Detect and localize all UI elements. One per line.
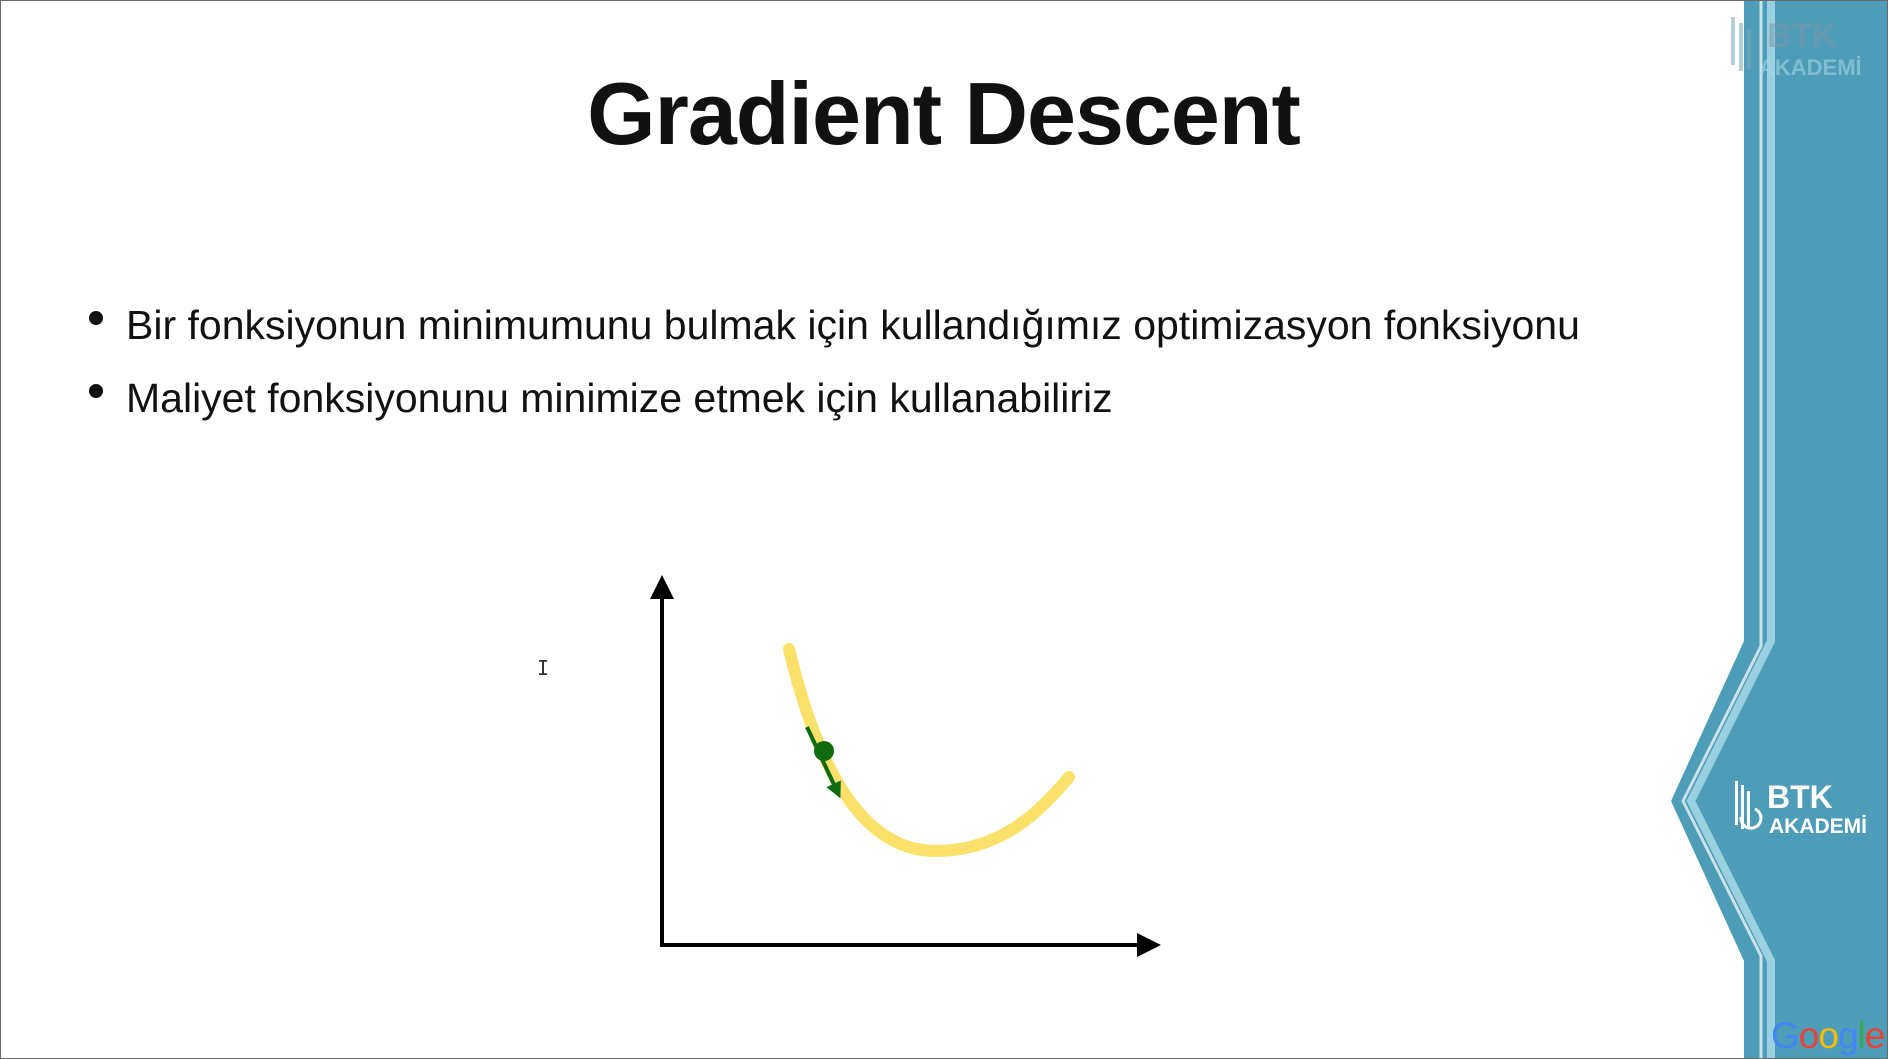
google-letter: g [1837,1015,1858,1056]
btk-logo-top-line1: BTK [1767,17,1837,55]
google-letter: e [1864,1015,1885,1056]
bullet-text: Bir fonksiyonun minimumunu bulmak için kullandığımız optimizasyon fonksiyonu [126,302,1580,348]
btk-logo-top-line2: AKADEMİ [1759,55,1862,80]
slide-title: Gradient Descent [587,64,1300,163]
google-letter: o [1798,1015,1819,1056]
text-cursor-icon: I [537,656,550,680]
google-letter: l [1857,1015,1865,1056]
btk-logo-mid-line1: BTK [1767,779,1833,815]
current-point [814,741,834,761]
gradient-descent-figure [1,1,1888,1059]
google-letter: o [1818,1015,1838,1056]
bullet-text: Maliyet fonksiyonunu minimize etmek için kullanabiliriz [126,375,1113,421]
google-letter: G [1771,1015,1799,1056]
btk-logo-mid-line2: AKADEMİ [1769,815,1867,838]
